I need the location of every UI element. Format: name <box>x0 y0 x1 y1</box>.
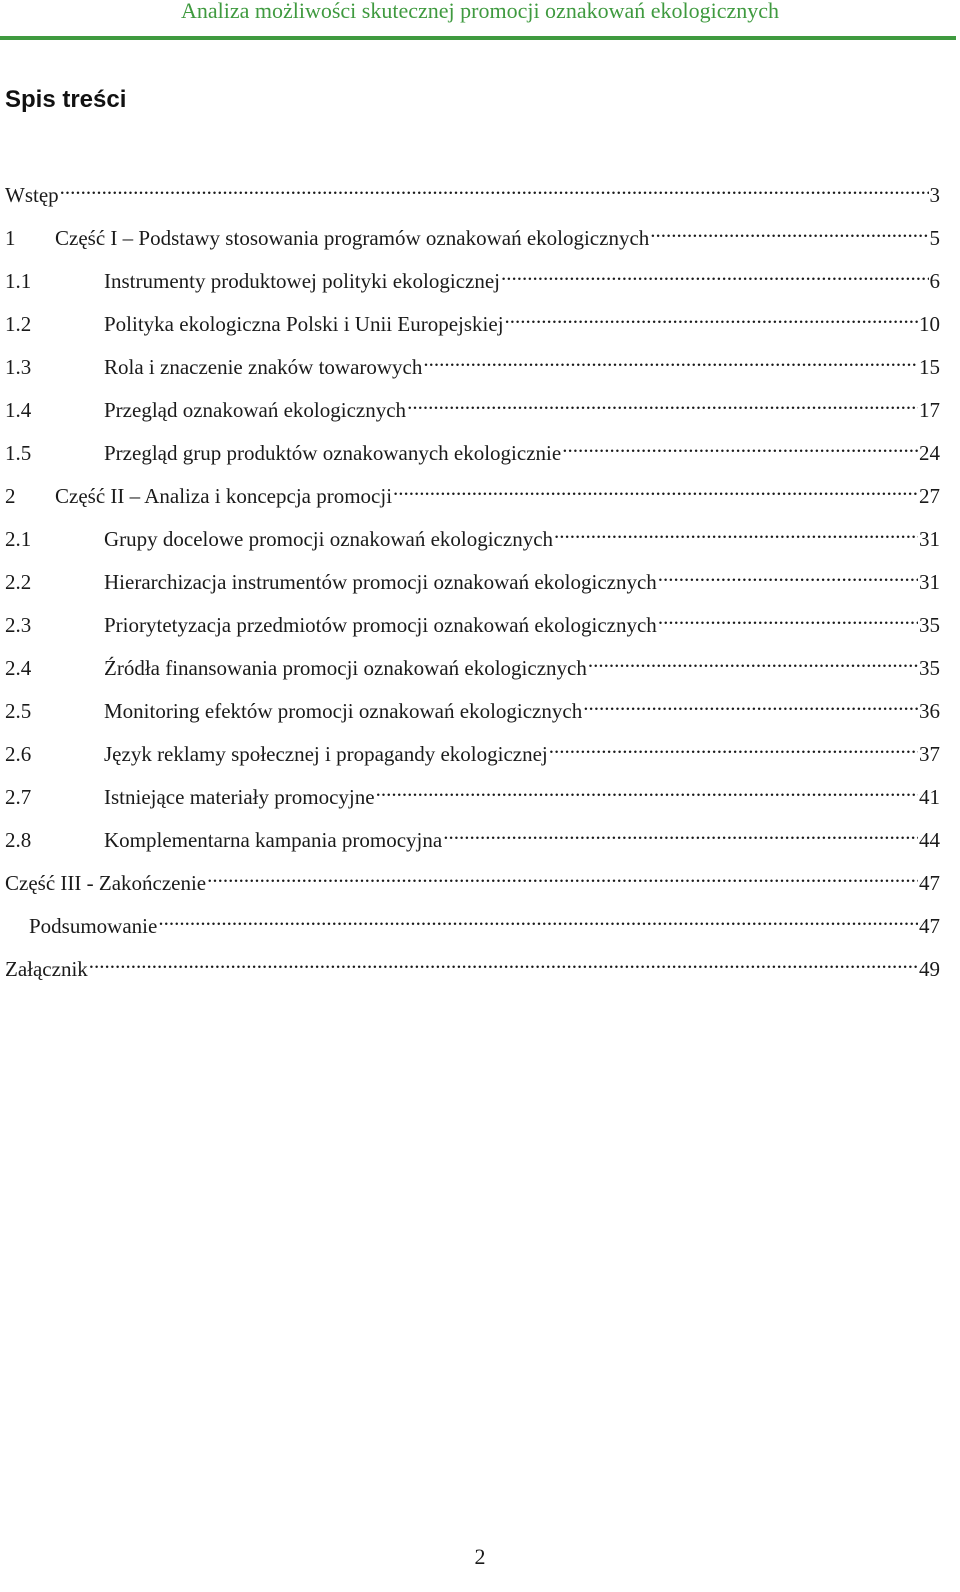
toc-entry-number: 2.6 <box>5 742 32 766</box>
toc-dot-leader <box>583 688 918 718</box>
toc-entry-number: 2 <box>5 484 16 508</box>
toc-dot-leader <box>393 473 918 503</box>
toc-entry-label: Przegląd grup produktów oznakowanych ekologicznie <box>104 441 562 465</box>
toc-entry-page: 41 <box>919 785 940 809</box>
toc-entry-number: 2.2 <box>5 570 32 594</box>
toc-entry-number: 1.4 <box>5 398 32 422</box>
toc-entry-page: 15 <box>919 355 940 379</box>
toc-entry[interactable] <box>5 860 940 903</box>
toc-entry-page: 37 <box>919 742 940 766</box>
toc-entry-number: 1.2 <box>5 312 32 336</box>
toc-entry-label: Część II – Analiza i koncepcja promocji <box>55 484 393 508</box>
toc-entry-page: 5 <box>929 226 940 250</box>
toc-entry-label: Rola i znaczenie znaków towarowych <box>104 355 423 379</box>
toc-entry[interactable] <box>5 774 940 817</box>
toc-dot-leader <box>407 387 918 417</box>
toc-entry[interactable] <box>5 903 940 946</box>
toc-entry-page: 47 <box>919 871 940 895</box>
toc-entry-number: 1.3 <box>5 355 32 379</box>
toc-dot-leader <box>658 602 918 632</box>
toc-dot-leader <box>562 430 918 460</box>
toc-entry-number: 2.8 <box>5 828 32 852</box>
toc-entry-label: Instrumenty produktowej polityki ekologicznej <box>104 269 501 293</box>
toc-entry-page: 31 <box>919 570 940 594</box>
toc-dot-leader <box>505 301 918 331</box>
toc-entry-number: 1 <box>5 226 16 250</box>
toc-dot-leader <box>588 645 918 675</box>
toc-entry-number: 2.3 <box>5 613 32 637</box>
toc-entry-page: 3 <box>929 183 940 207</box>
toc-entry-label: Część I – Podstawy stosowania programów oznakowań ekologicznych <box>55 226 650 250</box>
toc-dot-leader <box>376 774 918 804</box>
toc-dot-leader <box>158 903 918 933</box>
running-header-title: Analiza możliwości skutecznej promocji oznakowań ekologicznych <box>180 0 780 23</box>
toc-dot-leader <box>423 344 918 374</box>
toc-entry-page: 49 <box>919 957 940 981</box>
toc-entry-page: 35 <box>919 656 940 680</box>
toc-entry-page: 24 <box>919 441 940 465</box>
toc-entry-label: Hierarchizacja instrumentów promocji oznakowań ekologicznych <box>104 570 657 594</box>
toc-dot-leader <box>207 860 918 890</box>
toc-entry-label: Przegląd oznakowań ekologicznych <box>104 398 407 422</box>
toc-entry-page: 36 <box>919 699 940 723</box>
toc-entry[interactable] <box>5 430 940 473</box>
toc-dot-leader <box>554 516 918 546</box>
toc-entry-number: 1.1 <box>5 269 32 293</box>
toc-entry-page: 10 <box>919 312 940 336</box>
toc-entry-page: 47 <box>919 914 940 938</box>
toc-entry-number: 2.1 <box>5 527 32 551</box>
toc-entry-label: Wstęp <box>5 183 59 207</box>
toc-entry[interactable] <box>5 817 940 860</box>
toc-entry[interactable] <box>5 602 940 645</box>
toc-entry-label: Część III - Zakończenie <box>5 871 207 895</box>
toc-entry[interactable] <box>5 172 940 215</box>
page-number: 2 <box>474 1544 486 1569</box>
toc-entry-label: Istniejące materiały promocyjne <box>104 785 375 809</box>
toc-entry-number: 2.5 <box>5 699 32 723</box>
toc-entry[interactable] <box>5 301 940 344</box>
toc-entry[interactable] <box>5 731 940 774</box>
toc-entry-label: Załącznik <box>5 957 88 981</box>
toc-dot-leader <box>658 559 918 589</box>
toc-entry[interactable] <box>5 645 940 688</box>
toc-entry-label: Polityka ekologiczna Polski i Unii Europejskiej <box>104 312 504 336</box>
toc-entry[interactable] <box>5 473 940 516</box>
toc-entry-label: Grupy docelowe promocji oznakowań ekologicznych <box>104 527 554 551</box>
toc-entry[interactable] <box>5 387 940 430</box>
toc-entry-label: Monitoring efektów promocji oznakowań ekologicznych <box>104 699 583 723</box>
toc-entry-page: 27 <box>919 484 940 508</box>
toc-dot-leader <box>443 817 918 847</box>
header-rule <box>0 36 956 40</box>
toc-entry-label: Komplementarna kampania promocyjna <box>104 828 443 852</box>
toc-entry[interactable] <box>5 516 940 559</box>
toc-entry-label: Podsumowanie <box>29 914 158 938</box>
toc-dot-leader <box>89 946 918 976</box>
toc-entry[interactable] <box>5 258 940 301</box>
toc-entry[interactable] <box>5 559 940 602</box>
toc-entry-label: Priorytetyzacja przedmiotów promocji oznakowań ekologicznych <box>104 613 657 637</box>
toc-entry[interactable] <box>5 946 940 989</box>
toc-entry-number: 2.7 <box>5 785 32 809</box>
toc-entry-page: 17 <box>919 398 940 422</box>
toc-entry-page: 6 <box>929 269 940 293</box>
toc-dot-leader <box>60 172 929 202</box>
toc-entry-number: 1.5 <box>5 441 32 465</box>
toc-entry-number: 2.4 <box>5 656 32 680</box>
toc-entry-page: 35 <box>919 613 940 637</box>
toc-dot-leader <box>650 215 928 245</box>
toc-dot-leader <box>501 258 928 288</box>
toc-entry-label: Język reklamy społecznej i propagandy ekologicznej <box>104 742 548 766</box>
toc-entry[interactable] <box>5 688 940 731</box>
toc-entry-page: 31 <box>919 527 940 551</box>
toc-entry[interactable] <box>5 215 940 258</box>
toc-entry-label: Źródła finansowania promocji oznakowań ekologicznych <box>104 656 587 680</box>
toc-title: Spis treści <box>5 86 127 113</box>
toc-entry[interactable] <box>5 344 940 387</box>
toc-entry-page: 44 <box>919 828 940 852</box>
table-of-contents <box>5 172 940 989</box>
toc-dot-leader <box>549 731 918 761</box>
